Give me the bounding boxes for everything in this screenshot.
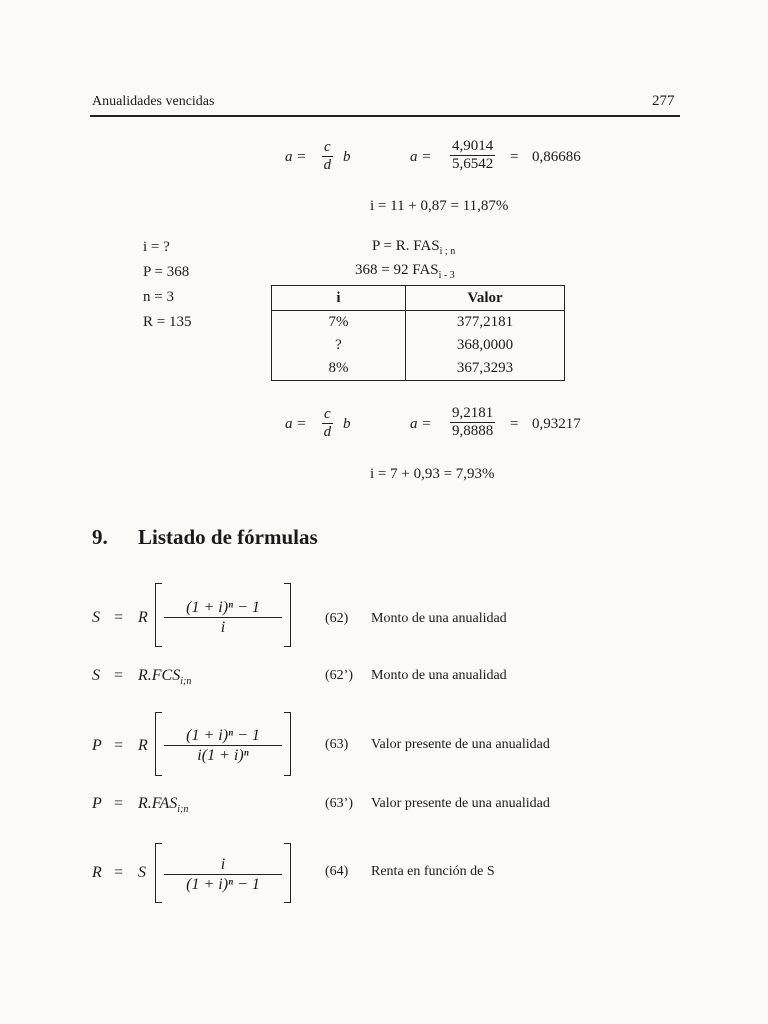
fraction-denominator: i [220,619,226,636]
formula-equals: = [114,609,124,626]
setup-equation-2 [355,262,455,281]
expression-subscript: i;n [177,804,189,816]
table-cell: 7% [272,311,406,335]
setup-eq-1-subscript: i ; n [439,246,456,257]
formula-equals: = [114,667,124,684]
header-rule [90,115,680,117]
fraction-numerator: c [324,406,331,422]
expression-text: R.FAS [138,795,178,812]
c-over-d-fraction [322,139,333,174]
a-symbol: a = [285,149,307,165]
equals-sign: = [510,149,519,165]
table-row [272,334,565,357]
formula-code: (63’) [325,796,353,811]
fraction-numerator: c [324,139,331,155]
formula-equals: = [114,864,124,881]
value-fraction [450,405,495,440]
formula-code: (64) [325,864,349,879]
given-i: i = ? [143,239,170,255]
fraction-numerator: (1 + i)ⁿ − 1 [186,727,260,744]
a-equals: a = [410,416,432,432]
formula-lhs: R [92,864,102,881]
b-symbol: b [343,416,351,432]
formula-fraction [164,726,282,765]
given-r: R = 135 [143,314,192,330]
column-header-i: i [272,286,406,311]
table-cell: 377,2181 [406,311,565,335]
table-cell: 368,0000 [406,334,565,357]
left-bracket [155,712,162,776]
fraction-numerator: (1 + i)ⁿ − 1 [186,599,260,616]
page-number: 277 [652,93,675,109]
fraction-denominator: d [323,157,332,173]
formula-description: Monto de una anualidad [371,668,507,683]
equals-sign: = [510,416,519,432]
interest-rate-result: i = 11 + 0,87 = 11,87% [370,198,509,214]
table-row [272,311,565,335]
given-values [143,235,191,335]
formula-fraction [164,598,282,637]
right-bracket [284,583,291,647]
interest-rate-result: i = 7 + 0,93 = 7,93% [370,466,495,482]
fraction-numerator: 9,2181 [452,405,494,421]
setup-eq-1-text: P = R. FAS [372,238,440,254]
given-p: P = 368 [143,264,190,280]
given-n: n = 3 [143,289,174,305]
a-equals: a = [410,149,432,165]
formula-coefficient: R [138,609,148,626]
table-row [272,357,565,381]
expression-text: R.FCS [138,667,181,684]
formula-lhs: P [92,795,102,812]
formula-lhs: S [92,667,100,684]
fraction-numerator: i [220,856,226,873]
formula-description: Valor presente de una anualidad [371,737,550,752]
setup-eq-2-subscript: i - 3 [438,270,455,281]
setup-eq-2-text: 368 = 92 FAS [355,262,439,278]
section-title: Listado de fórmulas [138,525,318,549]
table-cell: 8% [272,357,406,381]
formula-coefficient: R [138,737,148,754]
running-header-title: Anualidades vencidas [92,94,215,109]
formula-lhs: P [92,737,102,754]
b-symbol: b [343,149,351,165]
fraction-denominator: 9,8888 [452,423,494,439]
column-header-valor: Valor [406,286,565,311]
table-cell: ? [272,334,406,357]
table-cell: 367,3293 [406,357,565,381]
formula-code: (63) [325,737,349,752]
formula-lhs: S [92,609,100,626]
formula-description: Renta en función de S [371,864,495,879]
fraction-denominator: d [323,424,332,440]
right-bracket [284,843,291,903]
left-bracket [155,843,162,903]
left-bracket [155,583,162,647]
fraction-numerator: 4,9014 [452,138,494,154]
value-fraction [450,138,495,173]
formula-code: (62) [325,611,349,626]
formula-description: Monto de una anualidad [371,611,507,626]
c-over-d-fraction [322,406,333,441]
formula-fraction [164,855,282,894]
section-number: 9. [92,525,108,549]
formula-description: Valor presente de una anualidad [371,796,550,811]
fraction-denominator: 5,6542 [452,156,494,172]
expression-subscript: i;n [180,676,192,688]
a-symbol: a = [285,416,307,432]
formula-code: (62’) [325,668,353,683]
table-header-row [272,286,565,311]
formula-equals: = [114,795,124,812]
formula-equals: = [114,737,124,754]
fraction-denominator: (1 + i)ⁿ − 1 [186,876,260,893]
interpolation-table [271,285,565,381]
formula-expression [138,667,191,687]
right-bracket [284,712,291,776]
formula-expression [138,795,188,815]
setup-equation-1 [372,238,455,257]
formula-coefficient: S [138,864,146,881]
result-value: 0,86686 [532,149,581,165]
result-value: 0,93217 [532,416,581,432]
fraction-denominator: i(1 + i)ⁿ [197,747,249,764]
